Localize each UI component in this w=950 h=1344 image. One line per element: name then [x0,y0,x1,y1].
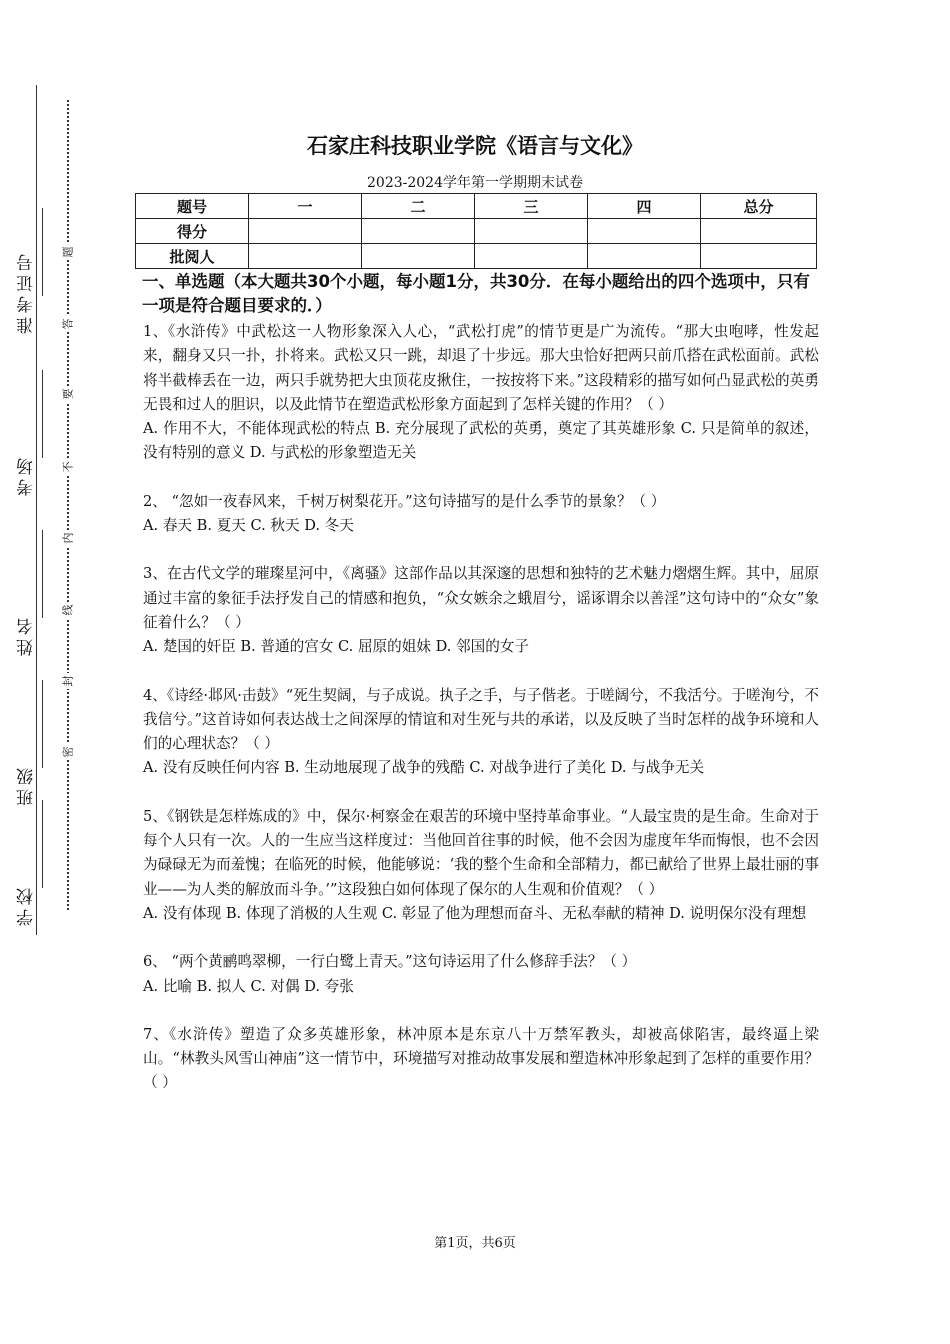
question-stem: 3、在古代文学的璀璨星河中，《离骚》这部作品以其深邃的思想和独特的艺术魅力熠熠生辉。其中，屈原通过丰富的象征手法抒发自己的情感和抱负，“众女嫉余之蛾眉兮，谣诼谓余以善淫”这句诗中的“众女”象征着什么？（ ） [143,565,819,631]
question-stem: 6、 “两个黄鹂鸣翠柳，一行白鹭上青天。”这句诗运用了什么修辞手法？（ ） [143,953,637,971]
table-cell[interactable] [588,244,701,269]
question-options: A. 春天 B. 夏天 C. 秋天 D. 冬天 [143,517,354,535]
question-5 [143,805,819,926]
seal-char: 封 [60,673,76,689]
table-cell[interactable] [249,244,362,269]
seal-char: 不 [60,459,76,475]
seal-dotted-line [67,100,69,910]
question-options: A. 没有体现 B. 体现了消极的人生观 C. 彰显了他为理想而奋斗、无私奉献的精神 D. 说明保尔没有理想 [143,904,807,922]
table-cell[interactable] [701,244,817,269]
table-cell[interactable] [701,219,817,244]
class-underline [42,680,43,768]
table-cell: 四 [588,194,701,219]
question-7 [143,1023,819,1096]
name-underline [42,530,43,618]
question-options: A. 比喻 B. 拟人 C. 对偶 D. 夸张 [143,977,354,995]
table-row [136,194,817,219]
page-footer: 第1页，共6页 [434,1236,516,1251]
seal-char: 内 [60,530,76,546]
question-stem: 1、《水浒传》中武松这一人物形象深入人心，“武松打虎”的情节更是广为流传。“那大虫咆哮，性发起来，翻身又只一扑，扑将来。武松又只一跳，却退了十步远。那大虫恰好把两只前爪搭在武松面前。武松将半截棒丢在一边，两只手就势把大虫顶花皮揪住，一按按将下来。”这段精彩的描写如何凸显武松的英勇无畏和过人的胆识，以及此情节在塑造武松形象方面起到了怎样关键的作用？（ ） [143,323,819,413]
question-stem: 4、《诗经·邶风·击鼓》“死生契阔，与子成说。执子之手，与子偕老。于嗟阔兮，不我活兮。于嗟洵兮，不我信兮。”这首诗如何表达战士之间深厚的情谊和对生死与共的承诺，以及反映了当时怎样的战争环境和人们的心理状态？（ ） [143,686,819,753]
question-1 [143,320,819,466]
name-label: 姓名 [17,614,37,656]
page-subtitle: 2023-2024学年第一学期期末试卷 [367,175,583,191]
score-table [135,193,817,269]
exam-room-field[interactable] [14,370,58,496]
school-field[interactable] [14,800,58,926]
question-options: A. 楚国的奸臣 B. 普通的宫女 C. 屈原的姐妹 D. 邻国的女子 [143,638,529,656]
section-heading: 一、单选题（本大题共30个小题，每小题1分，共30分．在每小题给出的四个选项中，只有一项是符合题目要求的．） [142,272,810,315]
table-cell[interactable] [588,219,701,244]
seal-char: 题 [60,244,76,260]
question-options: A. 作用不大，不能体现武松的特点 B. 充分展现了武松的英勇，奠定了其英雄形象 C. 只是简单的叙述，没有特别的意义 D. 与武松的形象塑造无关 [143,420,819,462]
table-cell: 三 [475,194,588,219]
seal-char: 线 [60,602,76,618]
table-cell[interactable] [475,244,588,269]
table-cell: 批阅人 [136,244,249,269]
exam-room-underline [42,370,43,458]
table-cell[interactable] [362,219,475,244]
table-cell: 得分 [136,219,249,244]
seal-char: 答 [60,316,76,332]
class-label: 班级 [17,764,37,806]
page-title: 石家庄科技职业学院《语言与文化》 [307,134,643,158]
table-row [136,244,817,269]
exam-id-label: 准考证号 [17,250,37,334]
table-row [136,219,817,244]
question-6 [143,950,819,999]
question-2 [143,490,819,539]
name-field[interactable] [14,530,58,656]
table-cell: 题号 [136,194,249,219]
table-cell[interactable] [475,219,588,244]
question-stem: 7、《水浒传》塑造了众多英雄形象，林冲原本是东京八十万禁军教头，却被高俅陷害，最终逼上梁山。“林教头风雪山神庙”这一情节中，环境描写对推动故事发展和塑造林冲形象起到了怎样的重要作用？（ ） [143,1025,819,1092]
school-label: 学校 [17,884,37,926]
table-cell[interactable] [249,219,362,244]
question-list [143,270,819,1120]
seal-char: 密 [60,744,76,760]
table-cell: 一 [249,194,362,219]
question-options: A. 没有反映任何内容 B. 生动地展现了战争的残酷 C. 对战争进行了美化 D. 与战争无关 [143,759,705,777]
seal-char: 要 [60,386,76,402]
table-cell: 二 [362,194,475,219]
school-underline [42,800,43,888]
question-stem: 5、《钢铁是怎样炼成的》中，保尔·柯察金在艰苦的环境中坚持革命事业。“人最宝贵的是生命。生命对于每个人只有一次。人的一生应当这样度过：当他回首往事的时候，他不会因为虚度年华而悔恨，也不会因为碌碌无为而羞愧；在临死的时候，他能够说：‘我的整个生命和全部精力，都已献给了世界上最壮丽的事业——为人类的解放而斗争。’”这段独白如何体现了保尔的人生观和价值观？（ ） [143,807,819,898]
class-field[interactable] [14,680,58,806]
question-3 [143,562,819,659]
question-stem: 2、 “忽如一夜春风来，千树万树梨花开。”这句诗描写的是什么季节的景象？（ ） [143,492,666,510]
exam-room-label: 考场 [17,454,37,496]
table-cell[interactable] [362,244,475,269]
table-cell: 总分 [701,194,817,219]
question-4 [143,684,819,781]
exam-id-field[interactable] [14,208,58,334]
